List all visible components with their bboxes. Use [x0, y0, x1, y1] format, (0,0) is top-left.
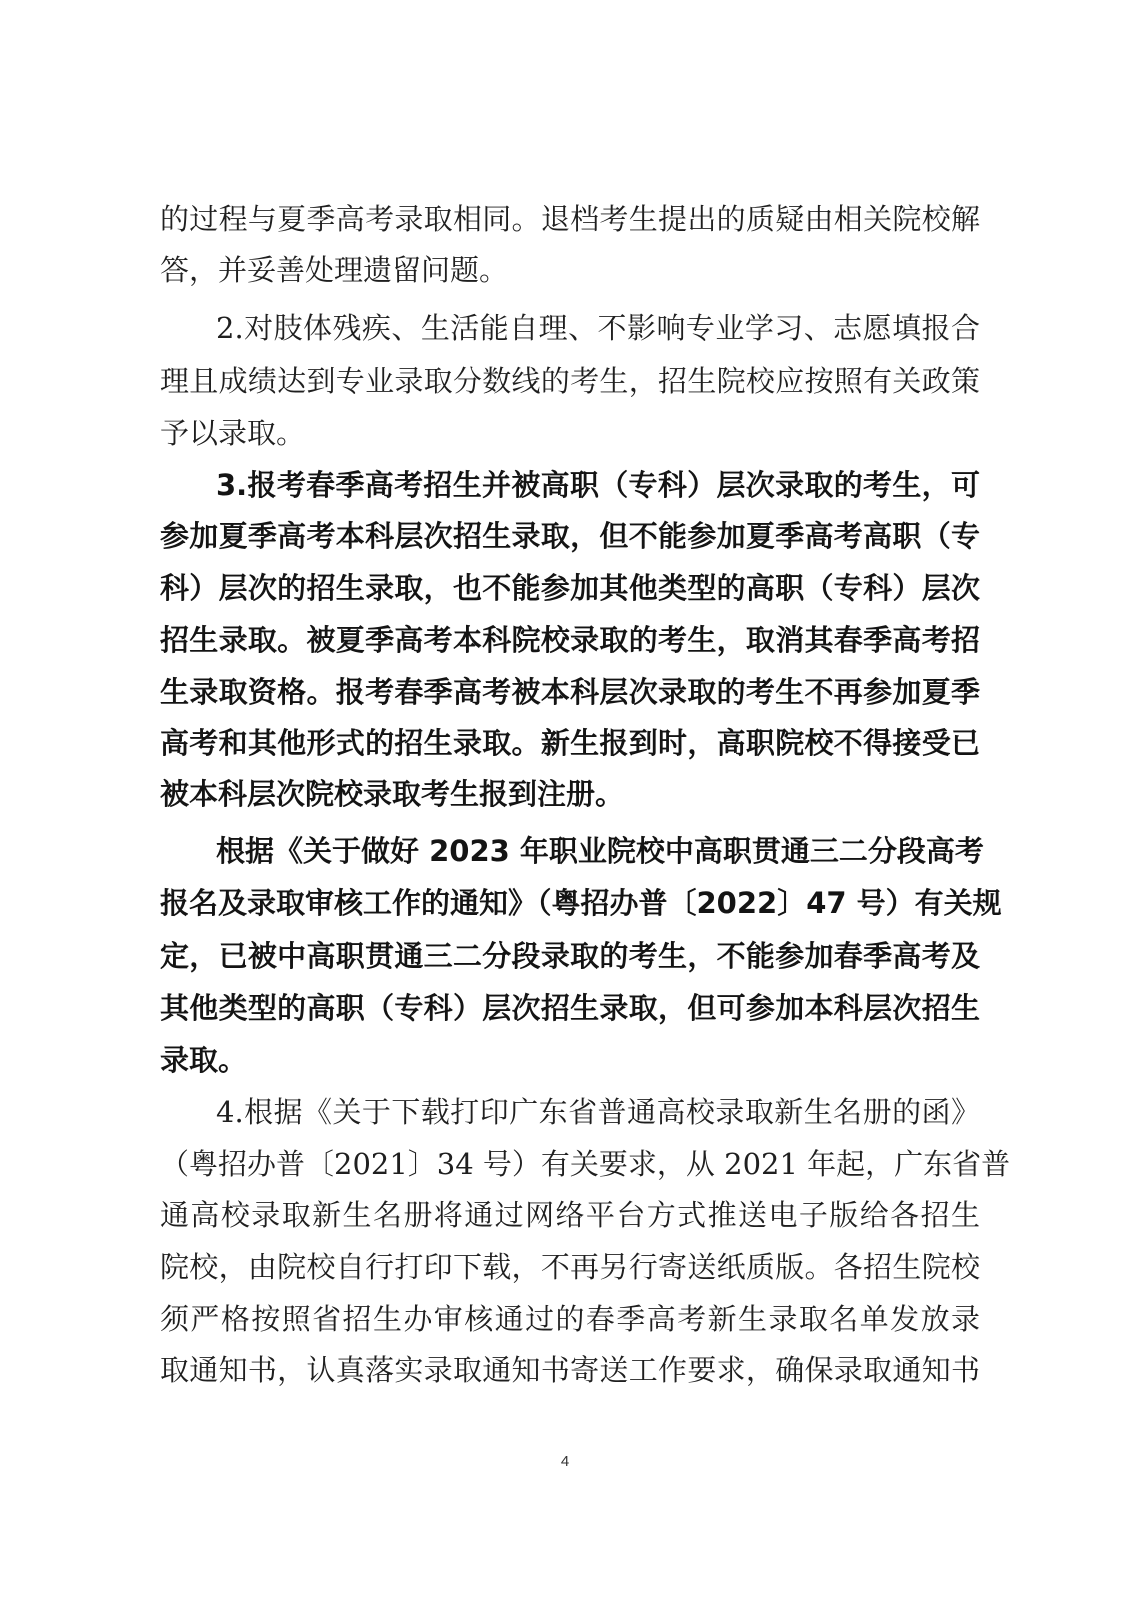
text-line: 高考和其他形式的招生录取。新生报到时，高职院校不得接受已: [160, 726, 980, 760]
text-line: 根据《关于做好 2023 年职业院校中高职贯通三二分段高考: [216, 834, 984, 868]
text-line: 4.根据《关于下载打印广东省普通高校录取新生名册的函》: [216, 1095, 980, 1129]
text-line: 其他类型的高职（专科）层次招生录取，但可参加本科层次招生: [160, 991, 980, 1025]
text-line: 定，已被中高职贯通三二分段录取的考生，不能参加春季高考及: [160, 939, 980, 973]
text-line: 2.对肢体残疾、生活能自理、不影响专业学习、志愿填报合: [216, 311, 980, 345]
page-number: 4: [560, 1453, 570, 1470]
text-line: 通高校录取新生名册将通过网络平台方式推送电子版给各招生: [160, 1198, 980, 1232]
text-line: 招生录取。被夏季高考本科院校录取的考生，取消其春季高考招: [160, 623, 980, 657]
text-line: 的过程与夏季高考录取相同。退档考生提出的质疑由相关院校解: [160, 202, 980, 236]
text-line: 取通知书，认真落实录取通知书寄送工作要求，确保录取通知书: [160, 1353, 980, 1387]
text-line: 须严格按照省招生办审核通过的春季高考新生录取名单发放录: [160, 1302, 980, 1336]
text-line: 被本科层次院校录取考生报到注册。: [160, 777, 625, 811]
text-line: 理且成绩达到专业录取分数线的考生，招生院校应按照有关政策: [160, 364, 980, 398]
text-line: 3.报考春季高考招生并被高职（专科）层次录取的考生，可: [216, 468, 980, 502]
text-line: 参加夏季高考本科层次招生录取，但不能参加夏季高考高职（专: [160, 519, 980, 553]
text-line: 录取。: [160, 1043, 248, 1077]
text-line: 答，并妥善处理遗留问题。: [160, 253, 509, 287]
text-line: 报名及录取审核工作的通知》（粤招办普〔2022〕47 号）有关规: [160, 886, 1002, 920]
text-line: 生录取资格。报考春季高考被本科层次录取的考生不再参加夏季: [160, 675, 980, 709]
text-line: 科）层次的招生录取，也不能参加其他类型的高职（专科）层次: [160, 571, 980, 605]
text-line: （粤招办普〔2021〕34 号）有关要求，从 2021 年起，广东省普: [160, 1147, 1011, 1181]
text-line: 院校，由院校自行打印下载，不再另行寄送纸质版。各招生院校: [160, 1250, 980, 1284]
text-line: 予以录取。: [160, 416, 306, 450]
